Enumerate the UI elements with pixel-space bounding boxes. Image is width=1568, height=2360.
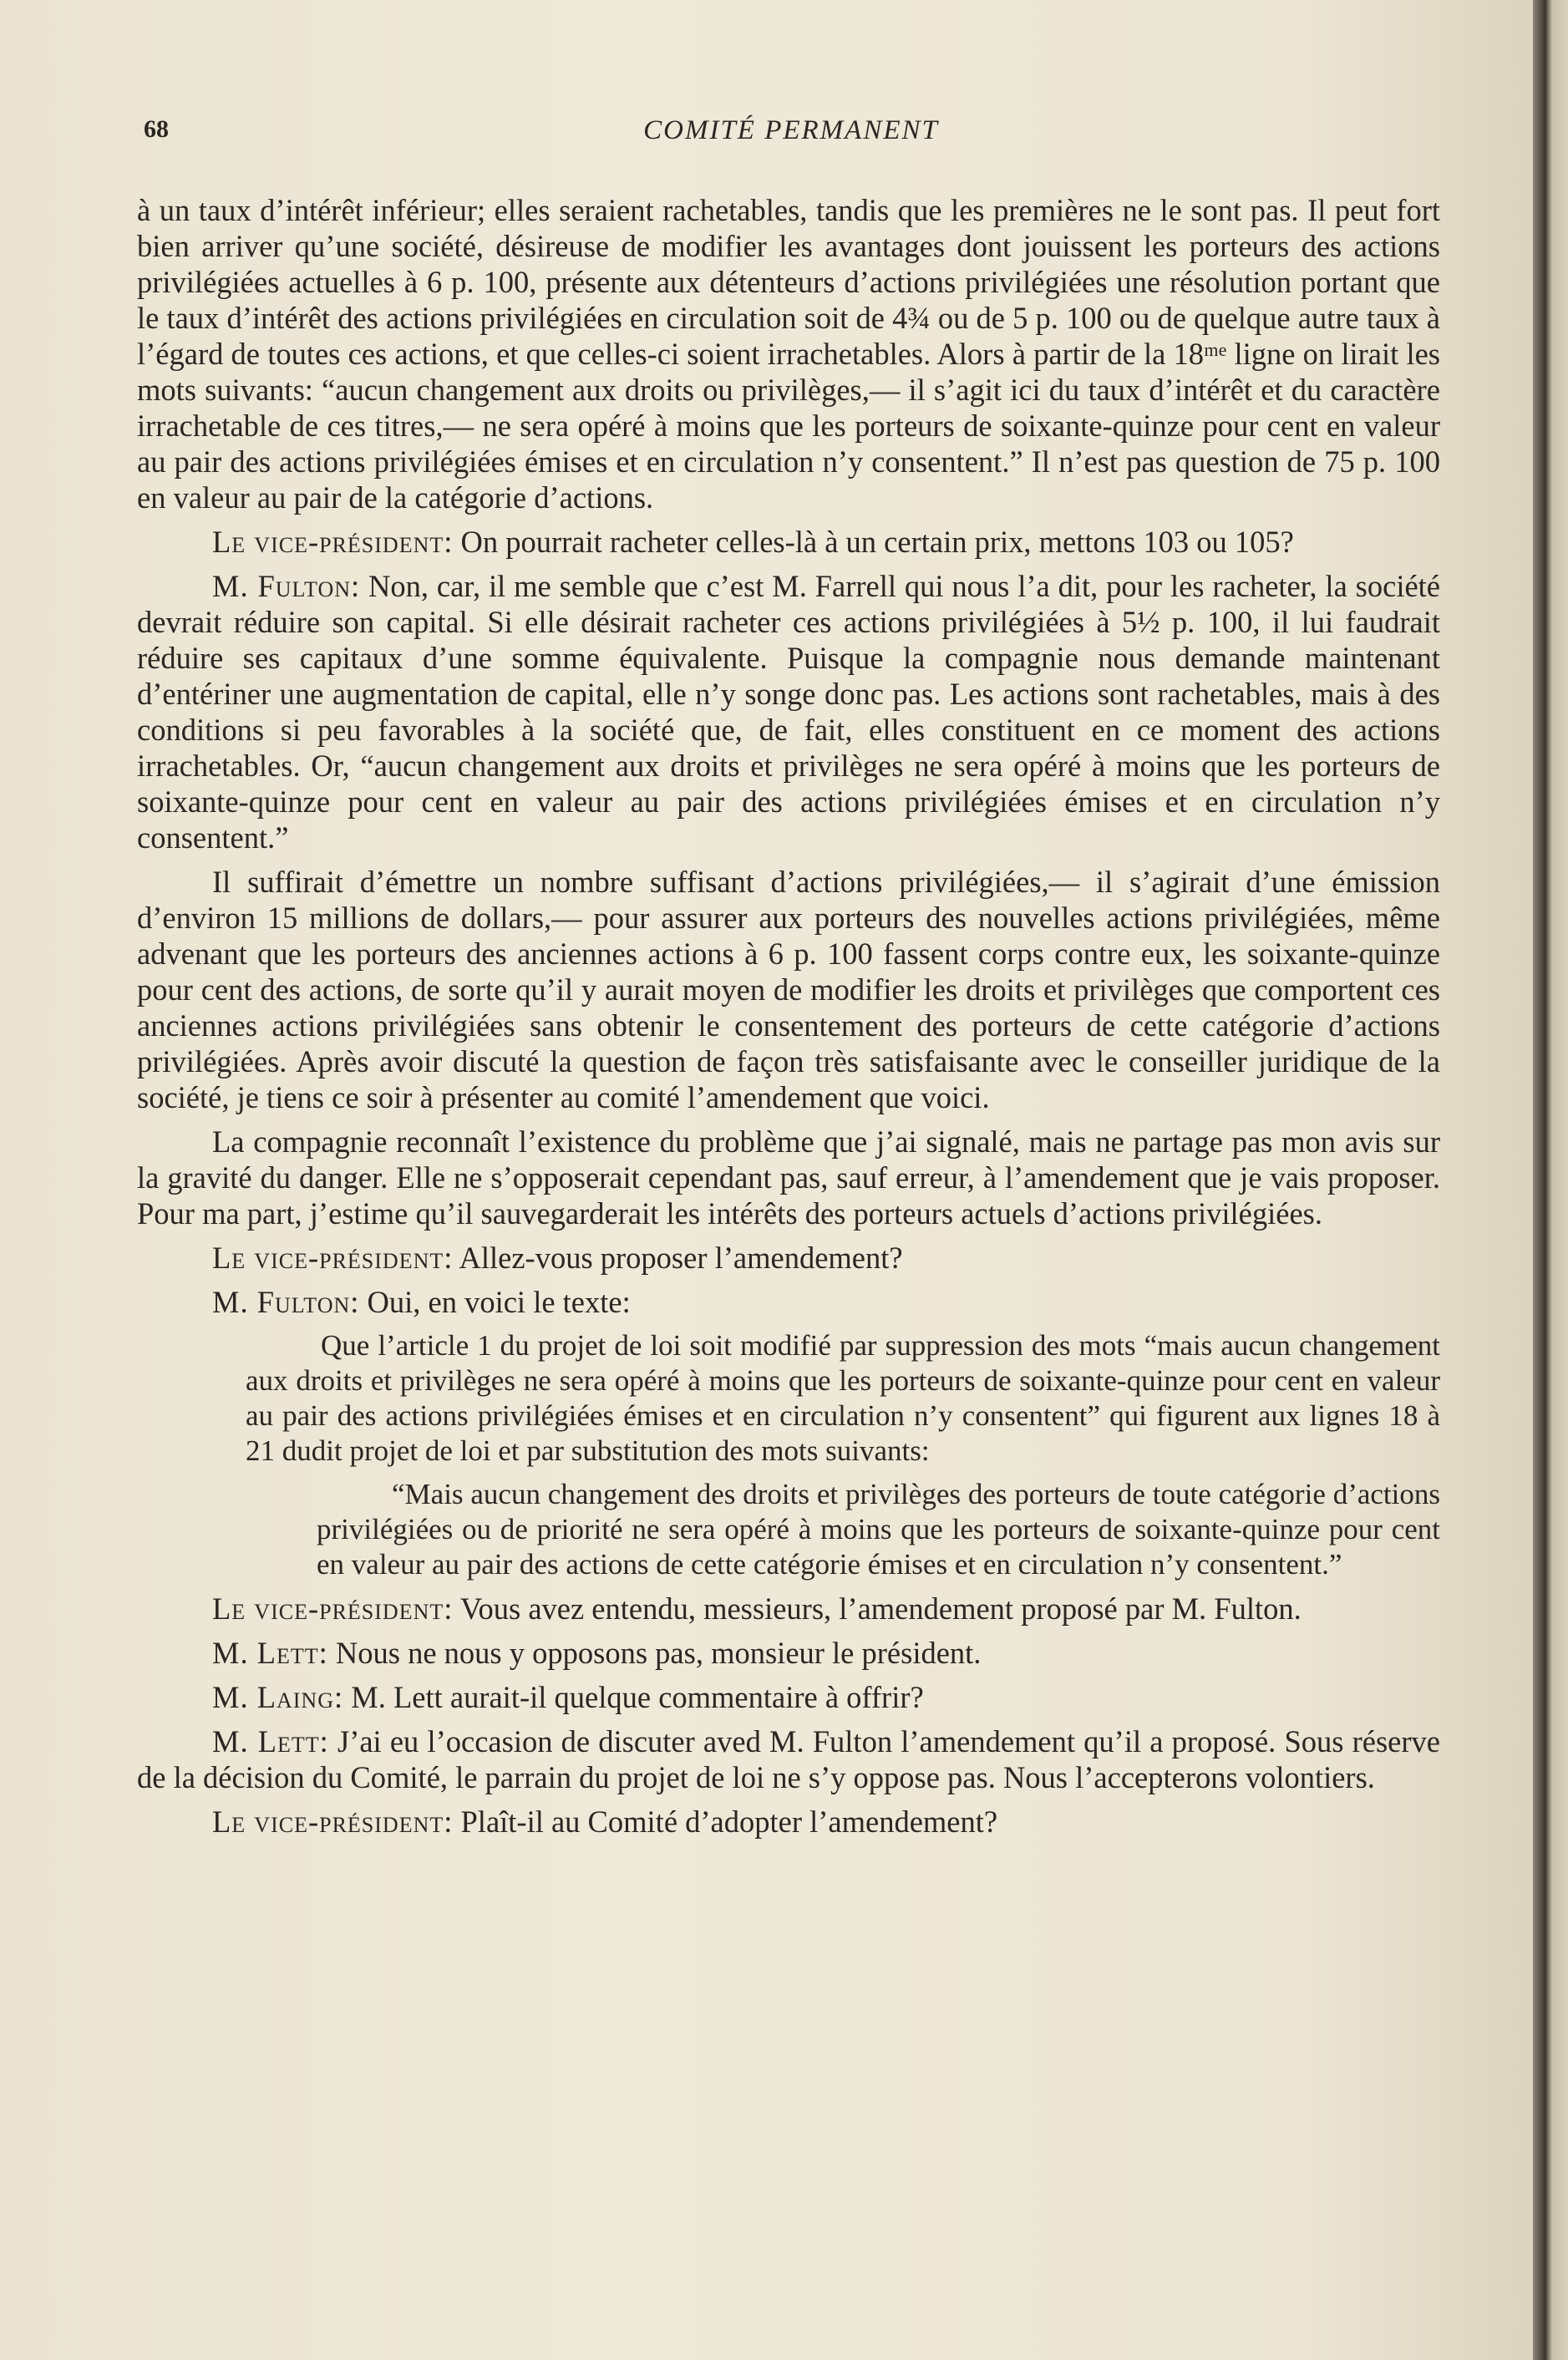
speaker-name: Le vice-président:: [212, 1241, 454, 1275]
speech-text: Non, car, il me semble que c’est M. Farrell qui nous l’a dit, pour les racheter, la société devrait réduire son capital. Si elle désirait racheter ces actions privilégiées à 5½ p. 100, il lui faudrait réduire ses capitaux d’une somme équivalente. Puisque la compagnie nous demande maintenant d’entériner une augmentation de capital, elle n’y songe donc pas. Les actions sont rachetables, mais à des conditions si peu favorables à la société que, de fait, elles constituent en ce moment des actions irrachetables. Or, “aucun changement aux droits et privilèges ne sera opéré à moins que les porteurs de soixante-quinze pour cent en valeur au pair des actions privilégiées émises et en circulation n’y consentent.”: [137, 569, 1440, 855]
speech-text: Nous ne nous y opposons pas, monsieur le président.: [335, 1636, 982, 1670]
paragraph: Il suffirait d’émettre un nombre suffisant d’actions privilégiées,— il s’agirait d’une émission d’environ 15 millions de dollars,— pour assurer aux porteurs des nouvelles actions privilégiées, même advenant que les porteurs des anciennes actions à 6 p. 100 fassent corps contre eux, les soixante-quinze pour cent des actions, de sorte qu’il y aurait moyen de modifier les droits et privilèges que comportent ces anciennes actions privilégiées sans obtenir le consentement des porteurs de cette catégorie d’actions privilégiées. Après avoir discuté la question de façon très satisfaisante avec le conseiller juridique de la société, je tiens ce soir à présenter au comité l’amendement que voici.: [137, 865, 1440, 1114]
speaker-name: M. Laing:: [212, 1680, 344, 1714]
speaker-name: M. Fulton:: [212, 569, 361, 603]
page-number: 68: [144, 115, 169, 143]
speech-text: Oui, en voici le texte:: [367, 1285, 631, 1319]
speech-text: M. Lett aurait-il quelque commentaire à offrir?: [351, 1680, 924, 1714]
paragraph: [137, 524, 1440, 560]
speech-text: Vous avez entendu, messieurs, l’amendement proposé par M. Fulton.: [459, 1591, 1302, 1626]
paragraph: à un taux d’intérêt inférieur; elles seraient rachetables, tandis que les premières ne le sont pas. Il peut fort bien arriver qu’une société, désireuse de modifier les avantages dont jouissent les porteurs des actions privilégiées actuelles à 6 p. 100, présente aux détenteurs d’actions privilégiées une résolution portant que le taux d’intérêt des actions privilégiées en circulation soit de 4¾ ou de 5 p. 100 ou de quelque autre taux à l’égard de toutes ces actions, et que celles-ci soient irrachetables. Alors à partir de la 18ᵐᵉ ligne on lirait les mots suivants: “aucun changement aux droits ou privilèges,— il s’agit ici du taux d’intérêt et du caractère irrachetable de ces titres,— ne sera opéré à moins que les porteurs de soixante-quinze pour cent en valeur au pair des actions privilégiées émises et en circulation n’y consentent.” Il n’est pas question de 75 p. 100 en valeur au pair de la catégorie d’actions.: [137, 193, 1440, 515]
paragraph: [137, 1284, 1440, 1320]
page-header: [144, 115, 1439, 152]
speaker-name: M. Fulton:: [212, 1285, 360, 1319]
speech-text: Allez-vous proposer l’amendement?: [459, 1241, 903, 1275]
body-text: [137, 192, 1440, 1848]
paragraph: La compagnie reconnaît l’existence du problème que j’ai signalé, mais ne partage pas mon avis sur la gravité du danger. Elle ne s’opposerait cependant pas, sauf erreur, à l’amendement que je vais proposer. Pour ma part, j’estime qu’il sauvegarderait les intérêts des porteurs actuels d’actions privilégiées.: [137, 1124, 1440, 1231]
paragraph: [137, 1679, 1440, 1715]
paragraph: [137, 1635, 1440, 1671]
speaker-name: Le vice-président:: [212, 1591, 454, 1626]
amendment-text: “Mais aucun changement des droits et privilèges des porteurs de toute catégorie d’actions privilégiées ou de priorité ne sera opéré à moins que les porteurs de soixante-quinze pour cent en valeur au pair des actions de cette catégorie émises et en circulation n’y consentent.”: [317, 1478, 1440, 1581]
book-gutter: [1533, 0, 1568, 2360]
paragraph: [137, 1723, 1440, 1795]
speaker-name: M. Lett:: [212, 1636, 328, 1670]
speech-text: J’ai eu l’occasion de discuter aved M. Fulton l’amendement qu’il a proposé. Sous réserve de la décision du Comité, le parrain du projet de loi ne s’y oppose pas. Nous l’accepterons volontiers.: [137, 1724, 1440, 1794]
running-head: COMITÉ PERMANENT: [643, 115, 939, 145]
speech-text: On pourrait racheter celles-là à un certain prix, mettons 103 ou 105?: [460, 525, 1294, 559]
paragraph: [137, 1240, 1440, 1276]
amendment-quote: Que l’article 1 du projet de loi soit modifié par suppression des mots “mais aucun changement aux droits et privilèges ne sera opéré à moins que les porteurs de soixante-quinze pour cent en valeur au pair des actions privilégiées émises et en circulation n’y consentent” qui figurent aux lignes 18 à 21 dudit projet de loi et par substitution des mots suivants:: [246, 1329, 1440, 1467]
speaker-name: M. Lett:: [212, 1724, 329, 1759]
speaker-name: Le vice-président:: [212, 525, 454, 559]
speech-text: Plaît-il au Comité d’adopter l’amendement?: [460, 1804, 998, 1839]
paragraph: [137, 1804, 1440, 1840]
paragraph: [137, 1591, 1440, 1627]
paragraph: [137, 568, 1440, 855]
speaker-name: Le vice-président:: [212, 1804, 454, 1839]
